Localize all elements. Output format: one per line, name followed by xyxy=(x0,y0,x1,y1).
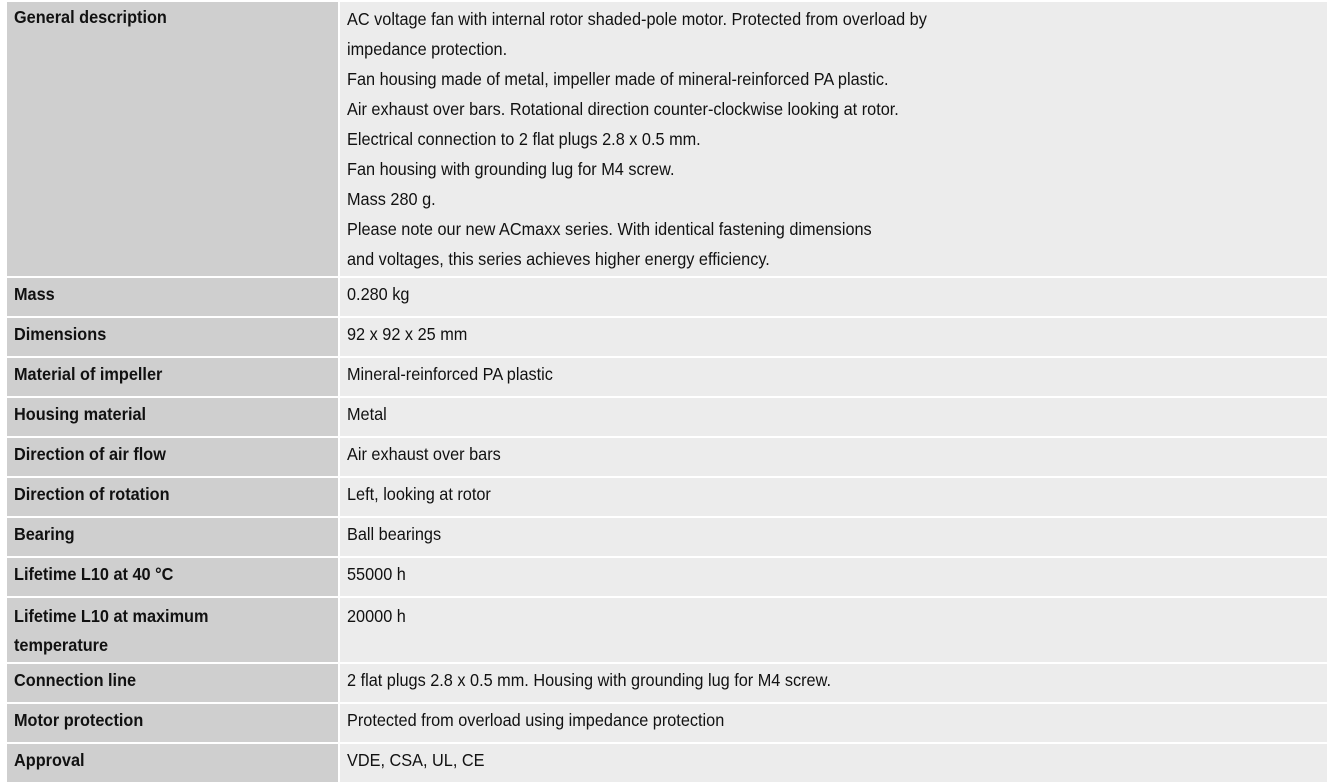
table-row-general-description xyxy=(7,2,1327,276)
table-row-direction-of-air-flow xyxy=(7,438,1327,476)
table-row-motor-protection xyxy=(7,704,1327,742)
row-value: Air exhaust over bars xyxy=(340,438,1327,476)
row-value: Protected from overload using impedance protection xyxy=(340,704,1327,742)
spec-table xyxy=(5,0,1329,784)
description-line: AC voltage fan with internal rotor shaded-pole motor. Protected from overload by xyxy=(347,9,927,29)
description-line: Electrical connection to 2 flat plugs 2.8 x 0.5 mm. xyxy=(347,129,701,149)
row-label: Lifetime L10 at maximum temperature xyxy=(7,598,338,662)
table-row-material-of-impeller xyxy=(7,358,1327,396)
table-row-lifetime-40c xyxy=(7,558,1327,596)
table-row-bearing xyxy=(7,518,1327,556)
row-label: Mass xyxy=(7,278,338,316)
row-value: 0.280 kg xyxy=(340,278,1327,316)
table-row-lifetime-max-temperature xyxy=(7,598,1327,662)
general-description-value xyxy=(340,2,1327,276)
row-label: Lifetime L10 at 40 °C xyxy=(7,558,338,596)
description-line: Mass 280 g. xyxy=(347,189,436,209)
row-value: 2 flat plugs 2.8 x 0.5 mm. Housing with grounding lug for M4 screw. xyxy=(340,664,1327,702)
description-line: impedance protection. xyxy=(347,39,508,59)
row-label: Connection line xyxy=(7,664,338,702)
row-value: 20000 h xyxy=(340,598,1327,662)
table-row-direction-of-rotation xyxy=(7,478,1327,516)
table-row-mass xyxy=(7,278,1327,316)
description-line: and voltages, this series achieves higher energy efficiency. xyxy=(347,249,770,269)
description-line: Fan housing made of metal, impeller made of mineral-reinforced PA plastic. xyxy=(347,69,889,89)
table-row-dimensions xyxy=(7,318,1327,356)
row-label: Direction of rotation xyxy=(7,478,338,516)
description-line: Air exhaust over bars. Rotational direction counter-clockwise looking at rotor. xyxy=(347,99,899,119)
description-line: Fan housing with grounding lug for M4 screw. xyxy=(347,159,675,179)
table-row-housing-material xyxy=(7,398,1327,436)
table-row-connection-line xyxy=(7,664,1327,702)
row-value: 55000 h xyxy=(340,558,1327,596)
row-value: Left, looking at rotor xyxy=(340,478,1327,516)
row-label: Bearing xyxy=(7,518,338,556)
row-label: General description xyxy=(7,2,338,276)
row-value: VDE, CSA, UL, CE xyxy=(340,744,1327,782)
description-line: Please note our new ACmaxx series. With identical fastening dimensions xyxy=(347,219,872,239)
row-label: Material of impeller xyxy=(7,358,338,396)
row-value: 92 x 92 x 25 mm xyxy=(340,318,1327,356)
row-value: Ball bearings xyxy=(340,518,1327,556)
row-value: Mineral-reinforced PA plastic xyxy=(340,358,1327,396)
table-row-approval xyxy=(7,744,1327,782)
row-label: Approval xyxy=(7,744,338,782)
row-label: Housing material xyxy=(7,398,338,436)
row-label: Direction of air flow xyxy=(7,438,338,476)
row-label: Dimensions xyxy=(7,318,338,356)
row-label: Motor protection xyxy=(7,704,338,742)
row-value: Metal xyxy=(340,398,1327,436)
